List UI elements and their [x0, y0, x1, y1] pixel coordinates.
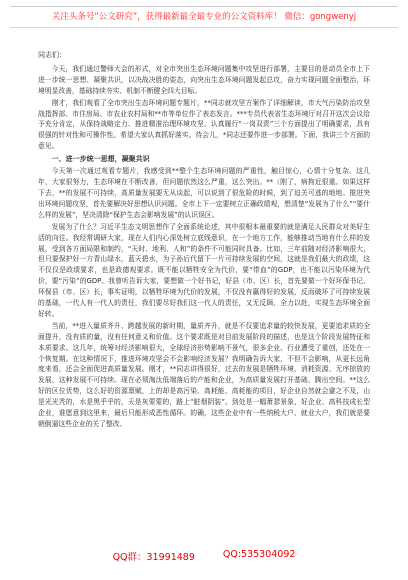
section-title: 一、进一步统一思想，凝聚共识 — [51, 155, 150, 164]
header-banner: 关注头条号“公文研究”，获得最新最全最专业的公文资料库！ 微信：gongwenyj — [51, 12, 357, 22]
greeting: 同志们： — [38, 51, 66, 59]
footer-contacts — [0, 549, 408, 563]
paragraph-body: 当前，**进入量质齐升、跨越发展的新时期，量质齐升，就是不仅要追求量的较快发展，更要追求质的全面提升，没有质的量，没有任何意义和价值。这个要求既是对目前发展阶段的描述，也是这个阶段发展特征和本质要求。这几年，统筹对经济影响很大，全球经济形势影响不景气，很多企业、行业遭受了重创，还处在一个恢复期。在这种情况下，推进环境攻坚会不会影响经济发展？我明确告诉大家，不但不会影响，从更长远角度来看，还会全面促进高质量发展。刚才，**同志讲得很好，过去的发展是牺牲环境、消耗资源、无序掠放的发展，这种发展不可持续。现在必须淘汰低端落后的产能和企业，为高质量发展打开基础、腾出空间。**这么好的区位优势，这么好的资源禀赋，上的却是高污染、高耗能、高耗能的项目，好企业自然就会避之不及，山是光光秃的，水是黑乎乎的，天是灰蒙蒙的，路上“脏烟阴装”。到处是一幅萧瑟景象，好企业、高科技成长型企业，谁愿意到这里来，最后只能形成恶性循环。的确，这些企业中有一些纳税大户、就业大户，我们就是要朝倒逼这些企业的关了整改、 — [38, 321, 370, 428]
document-body — [38, 38, 370, 431]
footer-qq: QQ:535304092 — [222, 549, 296, 560]
paragraph-intro: 今天，我们通过警师大会的形式，对全市突出生态环境问题集中攻坚进行部署，主要目的是动员全市上下进一步统一思想、凝聚共识，以决战决胜的姿态，向突出生态环境问题发起总攻，奋力实现问题全面整治，环境明显改善，基础持续夯实、机制不断健全四大目标。 — [38, 64, 370, 95]
banner-bottom-rule — [10, 27, 398, 28]
paragraph-summary: 刚才，我们观看了全市突出生态环境问题专题片，**同志就攻坚方案作了详细解读，市大气污染防治攻坚战指挥部、市住房局、市农业农村局和**市等单位作了表态发言。***专员代表省生态环境厅对召开这次会议给予充分肯定，从保持战略定力、推进精准治理环境攻坚、认真履行“一岗双责”三个方面提出了明确要求，具有很强的针对性和可操作性。希望大家认真抓好落实。待会儿，*同志还要作进一步部署。下面，我讲三个方面的意见。 — [38, 98, 370, 151]
paragraph-body: 发展为了什么？习近平生态文明思想作了全面系统论述，其中很根本最重要的就是满足人民群众对美好生活的向往。我经常调研大家，现在人们内心深处树立底线意识，在一个地方工作，能够推动当地有什么样的发展，受到各方面局限和制约，“天时、地利、人和”的条件不可能同时具备。比如，三年前随对经济影响很大，但只要保护好一方青山绿水，蓝天碧水，为子孙后代留下一片可持续发展的空间，这就是我们最大的政绩，这不仅仅是政绩要求，也是政德观要求。既不能以牺牲安全为代价，要“带血”的GDP，也不能以污染环境为代价，要“污染”的GDP。我曾听告诉大家，要想做一个好书记，好县（市、区）长，首先要做一个好环保书记、环保县（市、区）长，事实证明，以牺牲环境为代价的发展，不仅没有赢得好的发展，反而破坏了可持续发展的基础，一代人有一代人的责任，我们要尽好我们这一代人的责任，又无反顾、全力以赴，实现生态环境全面好转。 — [38, 222, 370, 318]
paragraph-body: 今天第一次通过观看专题片，我感受到**整个生态环境问题的严重性，触目惊心，心情十分复杂。这几年，大家很努力，生态环境在不断改善，但问题依然这么严重，这么突出。**（刚了，病拘近很重。如果这样下去，**的发展不可持续，高质量发展要无从谈起，可以说到了很危险的时候，到了迫关可逃的地地。推进突出环境问题攻坚，首先要解决好思想认识问题。全市上下一定要树立正确政绩观，想清楚“发展为了什么”“要什么样的发展”，坚决清除“保护生态会影响发展”的认识误区。 — [38, 167, 370, 219]
footer-qq-group: QQ群：31991489 — [112, 552, 195, 563]
